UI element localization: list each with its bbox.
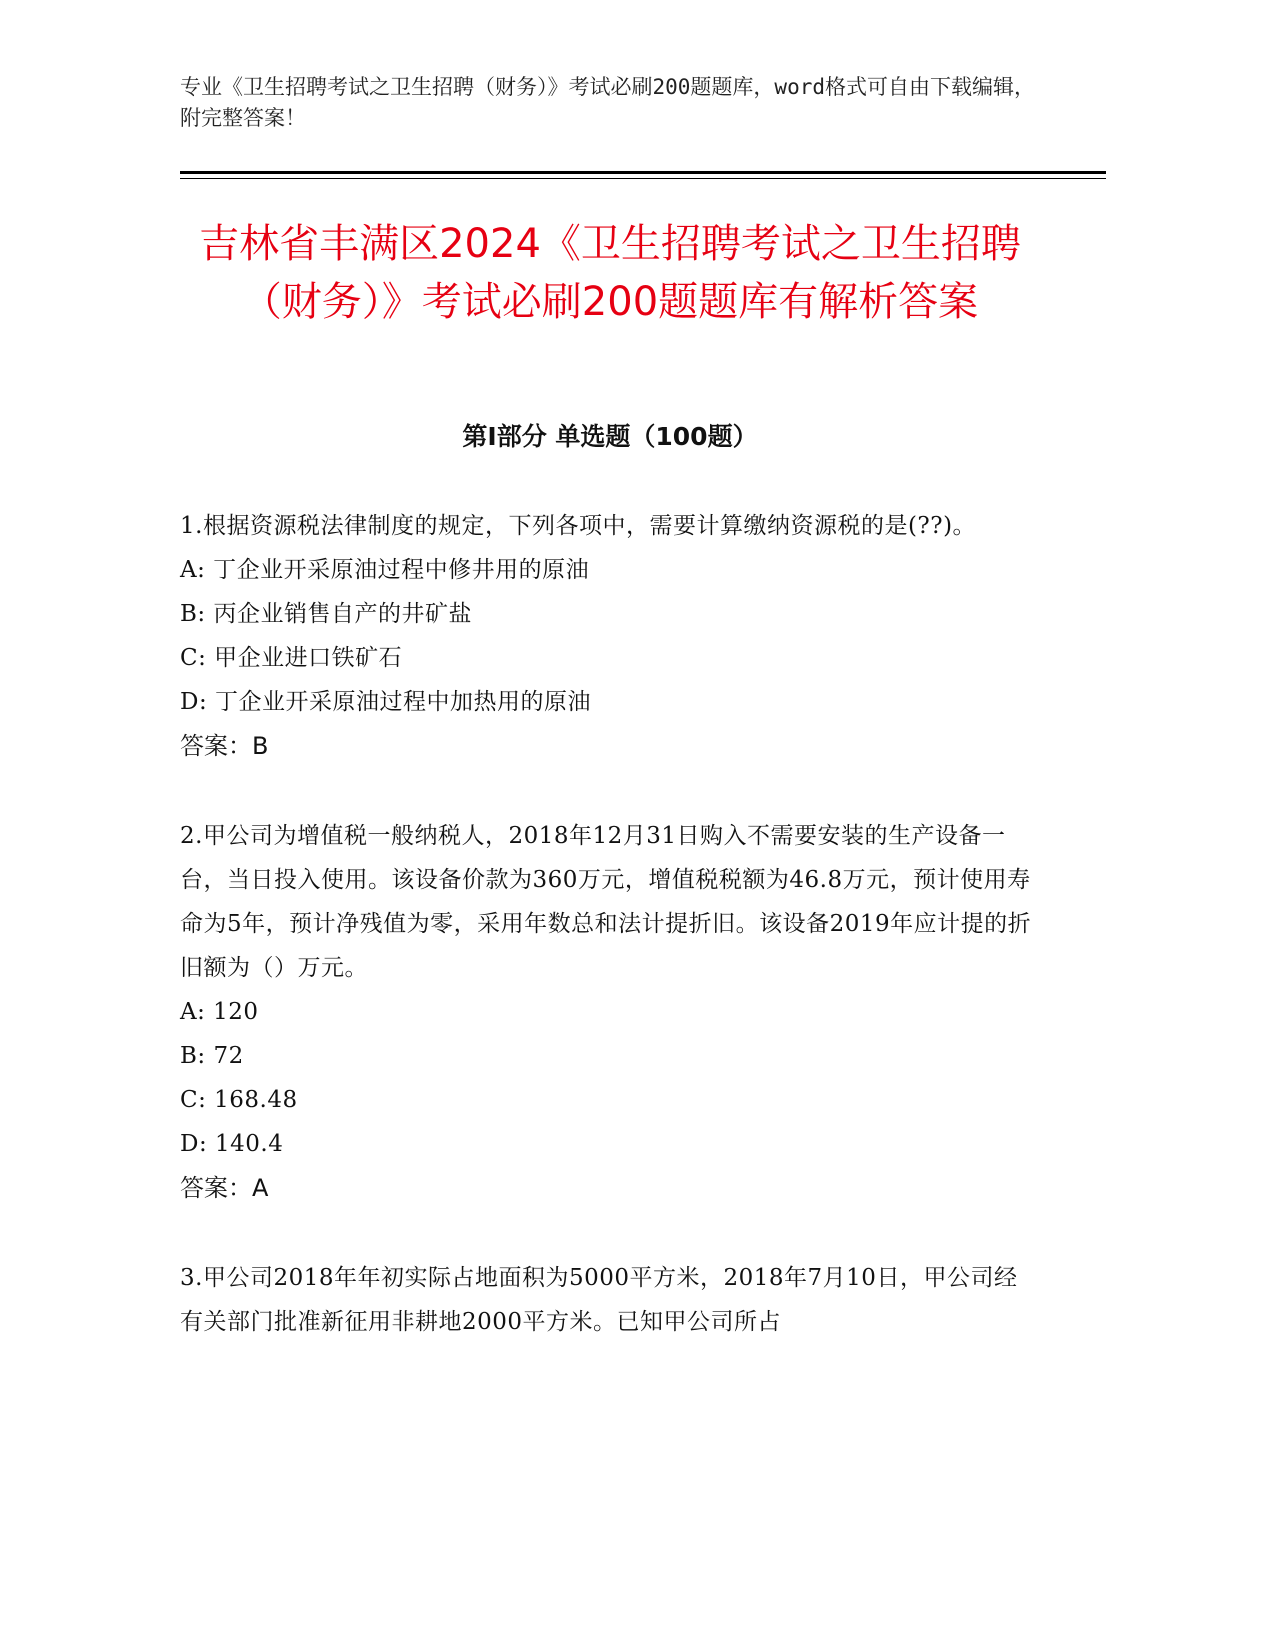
- question-3: [180, 1256, 1040, 1344]
- section-heading: 第Ⅰ部分 单选题（100题）: [462, 422, 758, 451]
- option-d: D: 140.4: [180, 1131, 284, 1157]
- question-stem: 1.根据资源税法律制度的规定，下列各项中，需要计算缴纳资源税的是(??)。: [180, 513, 977, 539]
- question-2: [180, 814, 1040, 1210]
- question-stem: 2.甲公司为增值税一般纳税人，2018年12月31日购入不需要安装的生产设备一台，当日投入使用。该设备价款为360万元，增值税税额为46.8万元，预计使用寿命为5年，预计净残值为零，采用年数总和法计提折旧。该设备2019年应计提的折旧额为（）万元。: [180, 823, 1032, 981]
- option-d: D: 丁企业开采原油过程中加热用的原油: [180, 689, 592, 715]
- option-b: B: 72: [180, 1043, 244, 1069]
- question-1: [180, 504, 1040, 768]
- option-b: B: 丙企业销售自产的井矿盐: [180, 601, 472, 627]
- option-a: A: 丁企业开采原油过程中修井用的原油: [180, 557, 590, 583]
- header-divider-thick: [180, 171, 1106, 174]
- answer-line: 答案：A: [180, 1174, 269, 1202]
- option-c: C: 甲企业进口铁矿石: [180, 645, 403, 671]
- option-a: A: 120: [180, 999, 259, 1025]
- answer-line: 答案：B: [180, 732, 269, 760]
- question-stem: 3.甲公司2018年年初实际占地面积为5000平方米，2018年7月10日，甲公司经有关部门批准新征用非耕地2000平方米。已知甲公司所占: [180, 1265, 1018, 1335]
- question-list: [180, 504, 1040, 1344]
- document-title: 吉林省丰满区2024《卫生招聘考试之卫生招聘（财务）》考试必刷200题题库有解析答案: [199, 221, 1021, 325]
- question-spacer: [180, 768, 1040, 814]
- question-spacer: [180, 1210, 1040, 1256]
- option-c: C: 168.48: [180, 1087, 298, 1113]
- header-note: 专业《卫生招聘考试之卫生招聘（财务）》考试必刷200题题库，word格式可自由下载编辑，附完整答案！: [180, 75, 1035, 130]
- header-divider-thin: [180, 178, 1106, 179]
